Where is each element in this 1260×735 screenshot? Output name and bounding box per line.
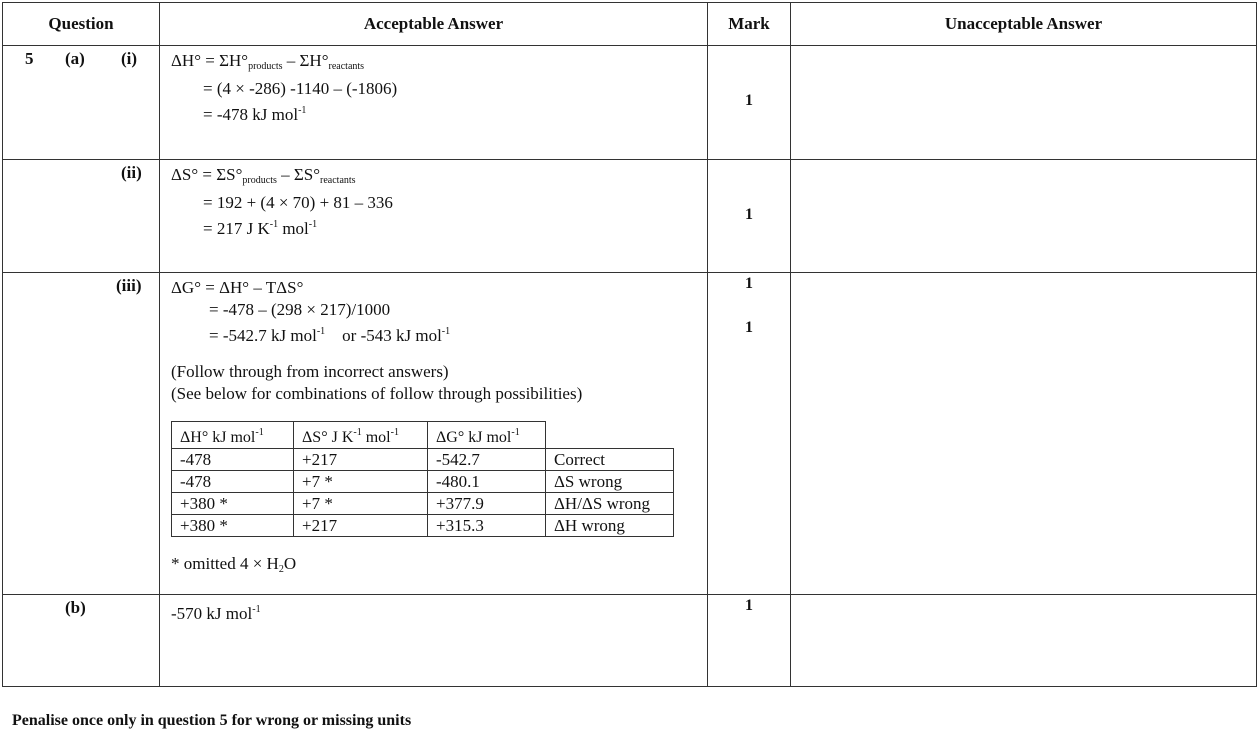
penalty-footer-note: Penalise once only in question 5 for wrong or missing units xyxy=(12,712,412,729)
ft-cell: ΔS wrong xyxy=(546,471,674,493)
ft-cell: +217 xyxy=(294,449,428,471)
mark-value: 1 xyxy=(745,206,753,223)
follow-through-table xyxy=(171,421,674,537)
mark-value: 1 xyxy=(745,275,753,292)
header-row xyxy=(3,3,1257,46)
ft-header-ds: ΔS° J $K^{-1}$ mol$^{-1}$ xyxy=(294,422,428,449)
header-unacceptable-answer: Unacceptable Answer xyxy=(791,3,1257,46)
ft-cell: +380 * xyxy=(172,493,294,515)
ft-cell: +217 xyxy=(294,515,428,537)
row-5a-ii xyxy=(3,160,1257,273)
ft-cell: +7 * xyxy=(294,493,428,515)
mark-cell xyxy=(708,273,791,595)
ft-cell: +7 * xyxy=(294,471,428,493)
question-cell xyxy=(3,46,160,160)
question-cell xyxy=(3,160,160,273)
answer-line: $\Delta S^\circ = \Sigma S^\circ_{products} - \Sigma S^\circ_{reactants}$ xyxy=(171,165,356,186)
answer-line: = -478 – (298 × 217)/1000 xyxy=(209,300,391,319)
unacceptable-answer-cell xyxy=(791,46,1257,160)
ft-cell: ΔH/ΔS wrong xyxy=(546,493,674,515)
question-subpart: (ii) xyxy=(121,163,142,182)
ft-cell: -542.7 xyxy=(428,449,546,471)
header-question: Question xyxy=(3,3,160,46)
follow-through-row xyxy=(172,515,674,537)
follow-through-note: (Follow through from incorrect answers) (See below for combinations of follow through possibilities) xyxy=(171,362,583,403)
question-cell xyxy=(3,273,160,595)
ft-header-dh: ΔH° kJ mol$^{-1}$ xyxy=(172,422,294,449)
mark-cell xyxy=(708,46,791,160)
answer-line: -570 kJ mol$^{-1}$ xyxy=(171,604,261,623)
row-5a-i xyxy=(3,46,1257,160)
follow-through-row xyxy=(172,449,674,471)
ft-cell: ΔH wrong xyxy=(546,515,674,537)
question-cell xyxy=(3,595,160,687)
answer-line: = (4 × -286) -1140 – (-1806) xyxy=(203,79,398,98)
header-mark: Mark xyxy=(708,3,791,46)
mark-value: 1 xyxy=(745,597,753,614)
row-5b xyxy=(3,595,1257,687)
ft-cell: +380 * xyxy=(172,515,294,537)
mark-value: 1 xyxy=(745,92,753,109)
ft-header-dg: ΔG° kJ mol$^{-1}$ xyxy=(428,422,546,449)
ft-cell: -478 xyxy=(172,471,294,493)
ft-cell: -478 xyxy=(172,449,294,471)
acceptable-answer-cell xyxy=(160,595,708,687)
mark-value: 1 xyxy=(745,319,753,336)
header-acceptable-answer: Acceptable Answer xyxy=(160,3,708,46)
unacceptable-answer-cell xyxy=(791,595,1257,687)
answer-line: = -542.7 kJ mol$^{-1}$ or -543 kJ mol$^{-1}$ xyxy=(209,326,451,345)
unacceptable-answer-cell xyxy=(791,273,1257,595)
question-part: (a) xyxy=(65,49,85,68)
follow-through-row xyxy=(172,493,674,515)
mark-scheme-table xyxy=(2,2,1257,687)
answer-line: $\Delta H^\circ = \Sigma H^\circ_{products} - \Sigma H^\circ_{reactants}$ xyxy=(171,51,365,72)
acceptable-answer-cell xyxy=(160,273,708,595)
ft-header-empty xyxy=(546,422,674,449)
row-5a-iii xyxy=(3,273,1257,595)
answer-line: = 192 + (4 × 70) + 81 – 336 xyxy=(203,193,393,212)
answer-line: = 217 J $K^{-1}$ mol$^{-1}$ xyxy=(203,219,318,238)
acceptable-answer-cell xyxy=(160,46,708,160)
omitted-water-note: * omitted $4 \times H_2O$ xyxy=(171,554,297,575)
question-part: (b) xyxy=(65,598,86,617)
follow-through-row xyxy=(172,471,674,493)
answer-line: ΔG° = ΔH° – TΔS° xyxy=(171,278,304,297)
question-number: 5 xyxy=(25,49,34,68)
question-subpart: (iii) xyxy=(116,276,142,295)
question-subpart: (i) xyxy=(121,49,138,68)
ft-cell: Correct xyxy=(546,449,674,471)
ft-cell: +377.9 xyxy=(428,493,546,515)
acceptable-answer-cell xyxy=(160,160,708,273)
answer-line: = -478 kJ mol$^{-1}$ xyxy=(203,105,307,124)
mark-cell xyxy=(708,595,791,687)
ft-cell: +315.3 xyxy=(428,515,546,537)
unacceptable-answer-cell xyxy=(791,160,1257,273)
ft-cell: -480.1 xyxy=(428,471,546,493)
follow-through-header-row xyxy=(172,422,674,449)
mark-cell xyxy=(708,160,791,273)
